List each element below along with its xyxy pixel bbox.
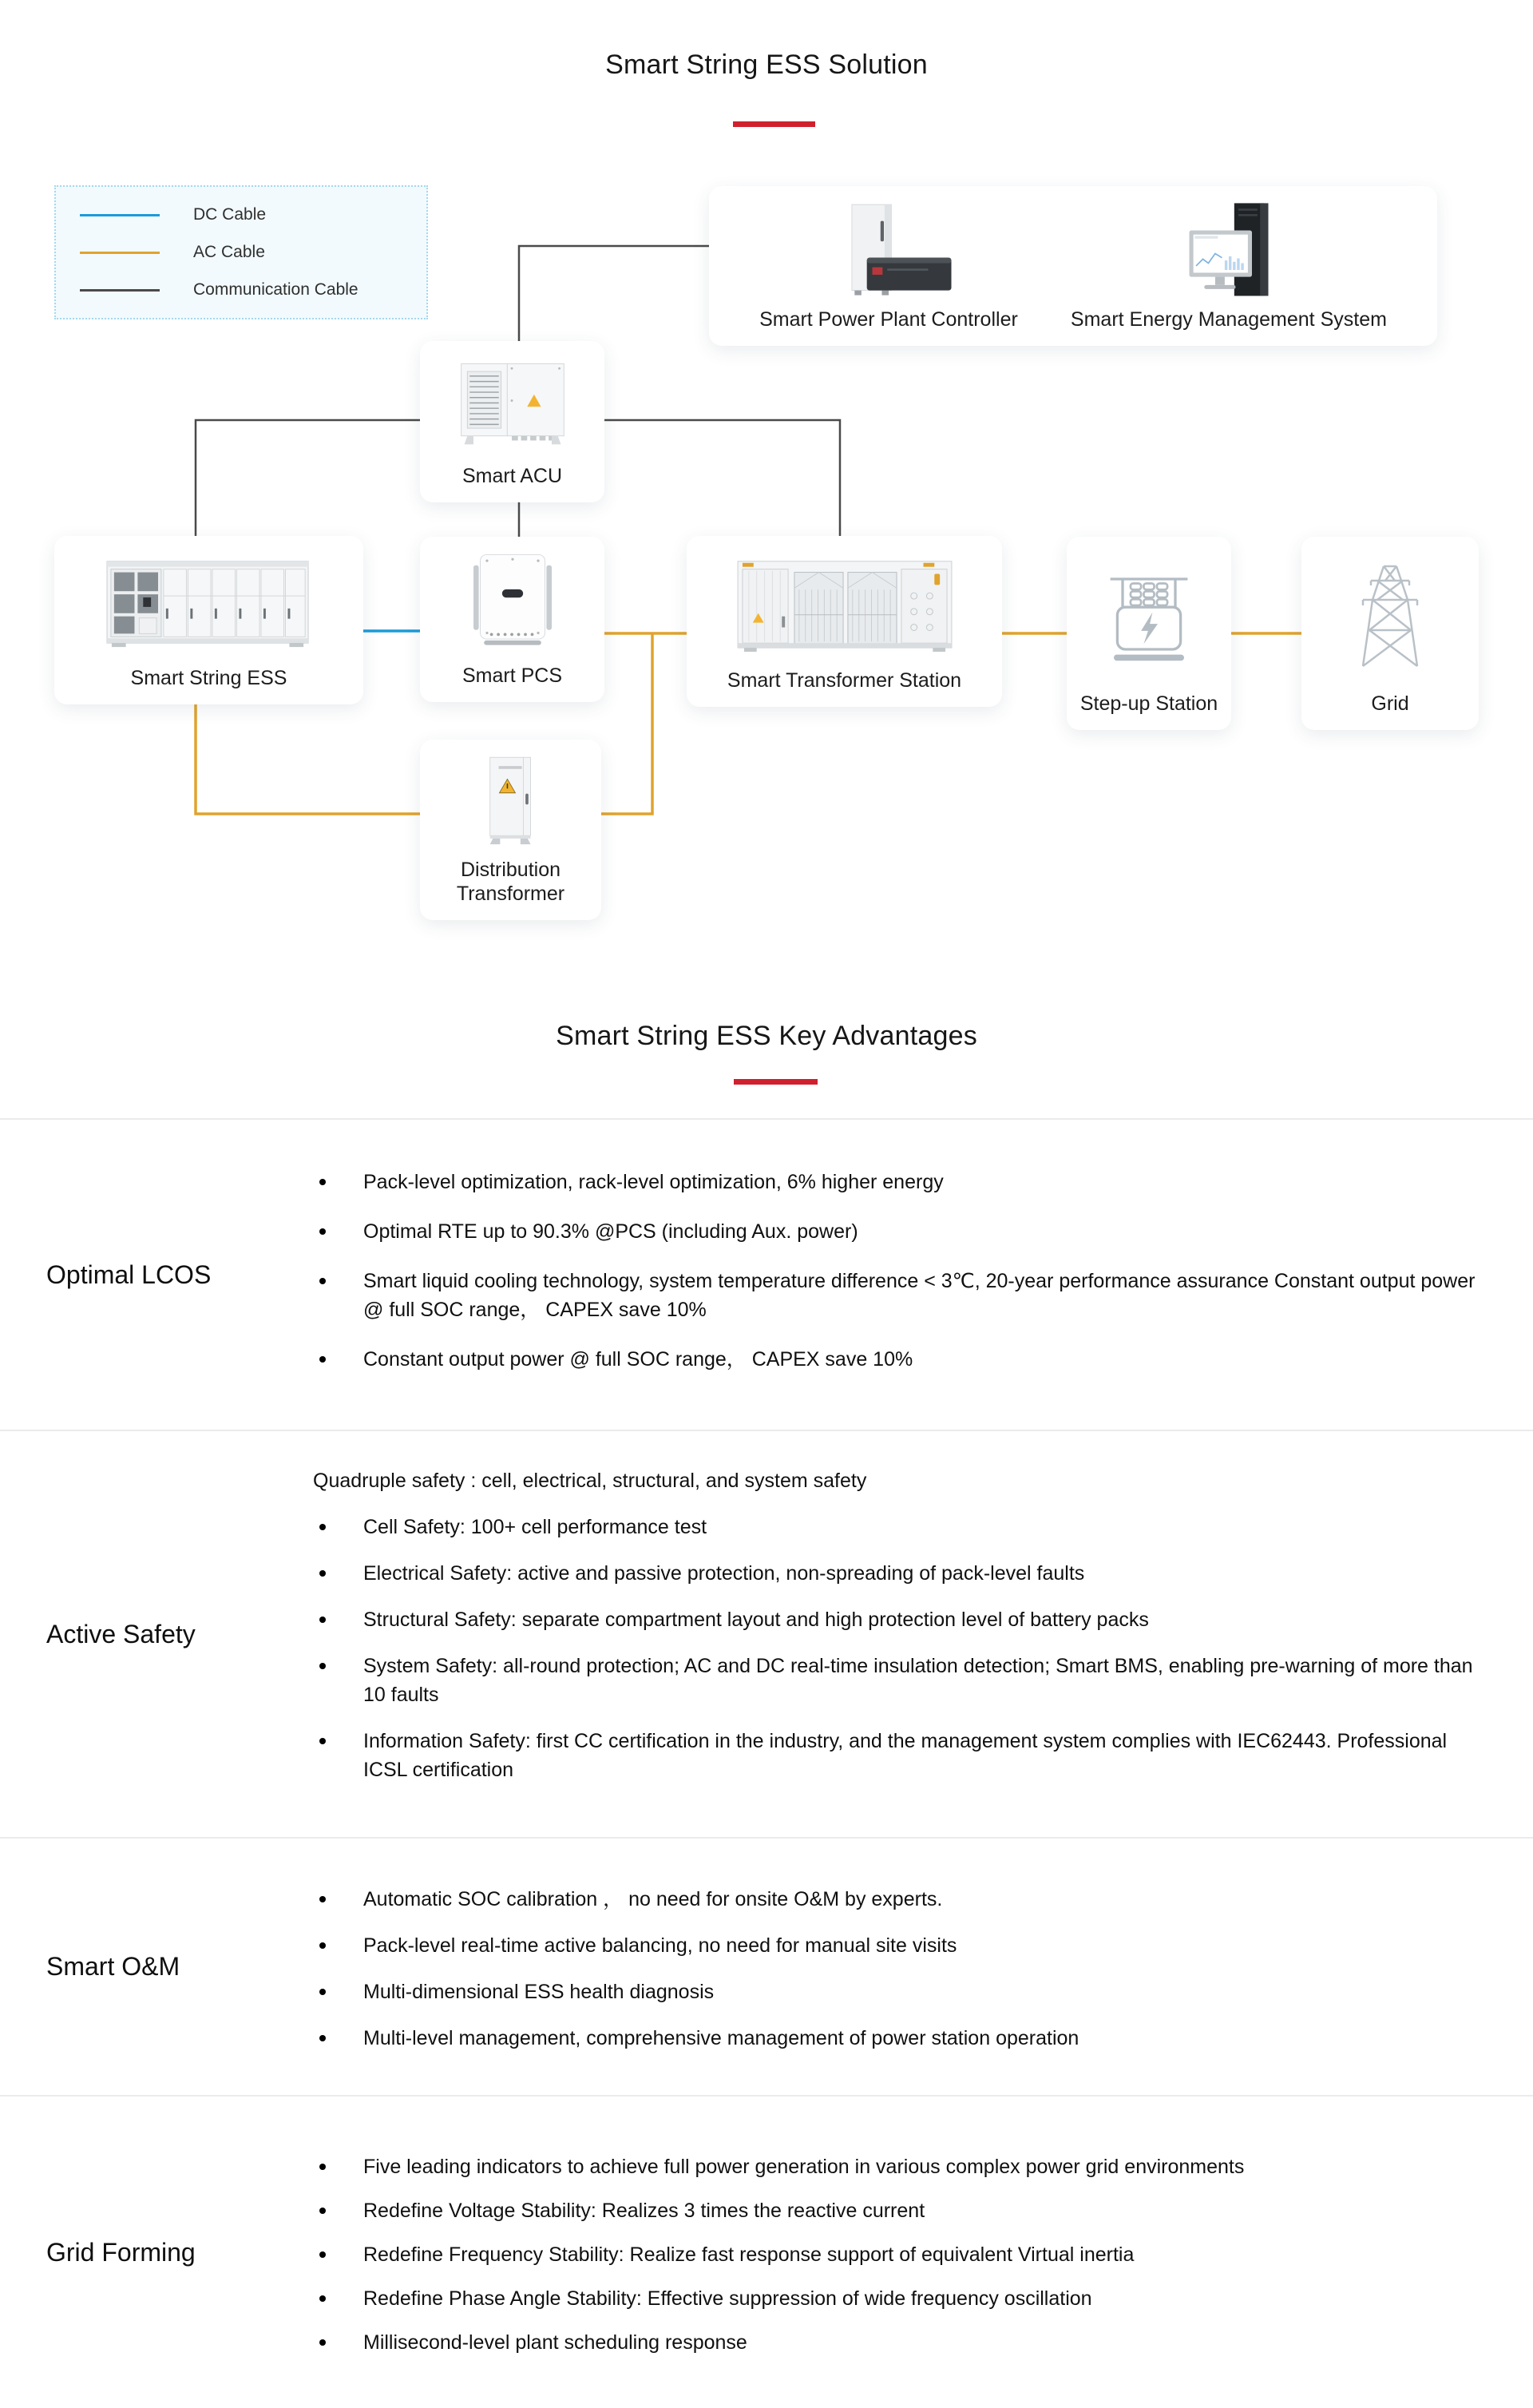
smart-acu-image (446, 355, 580, 450)
smart-transformer-station-image (725, 550, 965, 654)
node-label: Smart String ESS (130, 667, 287, 689)
bullet-dot (319, 1278, 326, 1284)
bullet-dot (319, 2339, 326, 2346)
dc-cable-swatch (80, 214, 160, 216)
section-smart-om (0, 1837, 1533, 2095)
node-smart-energy-management-system (1071, 186, 1387, 346)
section-bullets (263, 1120, 1533, 1430)
bullet-dot (319, 1228, 326, 1235)
smart-pcs-image (460, 549, 565, 653)
bullet-dot (319, 1179, 326, 1185)
legend-row-dc (80, 205, 426, 224)
bullet-item: Cell Safety: 100+ cell performance test (263, 1513, 1533, 1541)
grid-image (1342, 558, 1438, 670)
bullet-dot (319, 2251, 326, 2258)
bullet-dot (319, 1356, 326, 1363)
bullet-item: System Safety: all-round protection; AC and DC real-time insulation detection; Smart BMS, enabling pre-warning of more than 10 faults (263, 1652, 1533, 1709)
node-label: Smart Power Plant Controller (759, 308, 1018, 331)
page-title-solution: Smart String ESS Solution (605, 50, 928, 80)
section-bullets (263, 1431, 1533, 1837)
bullet-item: Information Safety: first CC certification in the industry, and the management system complies with IEC62443. Professional ICSL certification (263, 1727, 1533, 1784)
bullet-dot (319, 1570, 326, 1577)
section-label: Smart O&M (46, 1952, 180, 1981)
node-label: Distribution Transformer (456, 859, 565, 905)
bullet-dot (319, 1617, 326, 1623)
node-management-card (709, 186, 1437, 346)
bullet-dot (319, 2164, 326, 2170)
node-label: Smart Energy Management System (1070, 308, 1387, 331)
step-up-station-image (1096, 561, 1202, 667)
bullet-item: Redefine Frequency Stability: Realize fast response support of equivalent Virtual inertia (263, 2240, 1533, 2269)
node-label: Grid (1371, 692, 1409, 715)
section-label: Grid Forming (46, 2237, 196, 2267)
smart-energy-management-system-image (1149, 200, 1309, 303)
bullet-item: Pack-level real-time active balancing, no need for manual site visits (263, 1931, 1533, 1960)
title-underline (734, 1079, 818, 1085)
bullet-item: Multi-dimensional ESS health diagnosis (263, 1978, 1533, 2006)
section-bullets (263, 2097, 1533, 2408)
bullet-item: Pack-level optimization, rack-level optimization, 6% higher energy (263, 1168, 1533, 1196)
communication-cable-swatch (80, 289, 160, 292)
bullet-item: Optimal RTE up to 90.3% @PCS (including Aux. power) (263, 1217, 1533, 1246)
node-smart-transformer-station (687, 536, 1002, 707)
smart-string-ess-image (89, 550, 329, 653)
node-label: Smart ACU (461, 465, 563, 487)
ac-cable-swatch (80, 252, 160, 254)
legend-row-ac (80, 243, 426, 262)
node-label: Smart PCS (461, 664, 563, 687)
page-title-advantages-wrap (0, 1021, 1533, 1052)
node-smart-string-ess (54, 536, 363, 704)
bullet-dot (319, 2208, 326, 2214)
smart-power-plant-controller-image (809, 200, 969, 303)
bullet-item: Multi-level management, comprehensive management of power station operation (263, 2024, 1533, 2053)
bullet-dot (319, 1989, 326, 1995)
page-title-advantages: Smart String ESS Key Advantages (556, 1021, 977, 1051)
section-optimal-lcos (0, 1118, 1533, 1430)
communication-cable-line (519, 246, 709, 341)
bullet-item: Millisecond-level plant scheduling response (263, 2328, 1533, 2357)
section-label: Optimal LCOS (46, 1260, 212, 1289)
bullet-item: Structural Safety: separate compartment layout and high protection level of battery packs (263, 1605, 1533, 1634)
node-smart-power-plant-controller (759, 186, 1018, 346)
ac-cable-line (196, 704, 420, 814)
cable-diagram (0, 0, 1533, 990)
bullet-item: Automatic SOC calibration ， no need for onsite O&M by experts. (263, 1885, 1533, 1914)
bullet-item: Smart liquid cooling technology, system temperature difference < 3℃, 20-year performance assurance Constant output power @ full SOC range， CAPEX save 10% (263, 1267, 1533, 1324)
bullet-item: Redefine Phase Angle Stability: Effective suppression of wide frequency oscillation (263, 2284, 1533, 2313)
communication-cable-line (196, 420, 420, 536)
node-label: Step-up Station (1079, 692, 1218, 715)
node-grid (1301, 537, 1479, 730)
bullet-item: Electrical Safety: active and passive protection, non-spreading of pack-level faults (263, 1559, 1533, 1588)
legend-row-comm (80, 280, 426, 300)
bullet-item: Five leading indicators to achieve full power generation in various complex power grid environments (263, 2152, 1533, 2181)
distribution-transformer-image (471, 752, 551, 846)
bullet-dot (319, 1738, 326, 1744)
node-smart-pcs (420, 537, 604, 702)
bullet-dot (319, 2295, 326, 2302)
bullet-item: Redefine Voltage Stability: Realizes 3 times the reactive current (263, 2196, 1533, 2225)
bullet-dot (319, 1942, 326, 1949)
section-grid-forming (0, 2095, 1533, 2408)
bullet-dot (319, 1663, 326, 1669)
section-active-safety (0, 1430, 1533, 1837)
legend-label-ac: AC Cable (193, 243, 265, 261)
legend-label-dc: DC Cable (193, 205, 267, 224)
bullet-dot (319, 1524, 326, 1530)
communication-cable-line (604, 420, 840, 536)
node-distribution-transformer (420, 740, 601, 920)
cable-legend (54, 185, 428, 319)
section-intro: Quadruple safety : cell, electrical, structural, and system safety (313, 1470, 867, 1492)
node-smart-acu (420, 341, 604, 502)
section-label: Active Safety (46, 1619, 196, 1648)
node-label: Smart Transformer Station (727, 669, 962, 692)
legend-label-comm: Communication Cable (193, 280, 358, 299)
bullet-dot (319, 2035, 326, 2041)
section-bullets (263, 1839, 1533, 2095)
bullet-item: Constant output power @ full SOC range， CAPEX save 10% (263, 1345, 1533, 1374)
ac-cable-line (601, 633, 652, 814)
bullet-dot (319, 1896, 326, 1902)
node-step-up-station (1067, 537, 1231, 730)
